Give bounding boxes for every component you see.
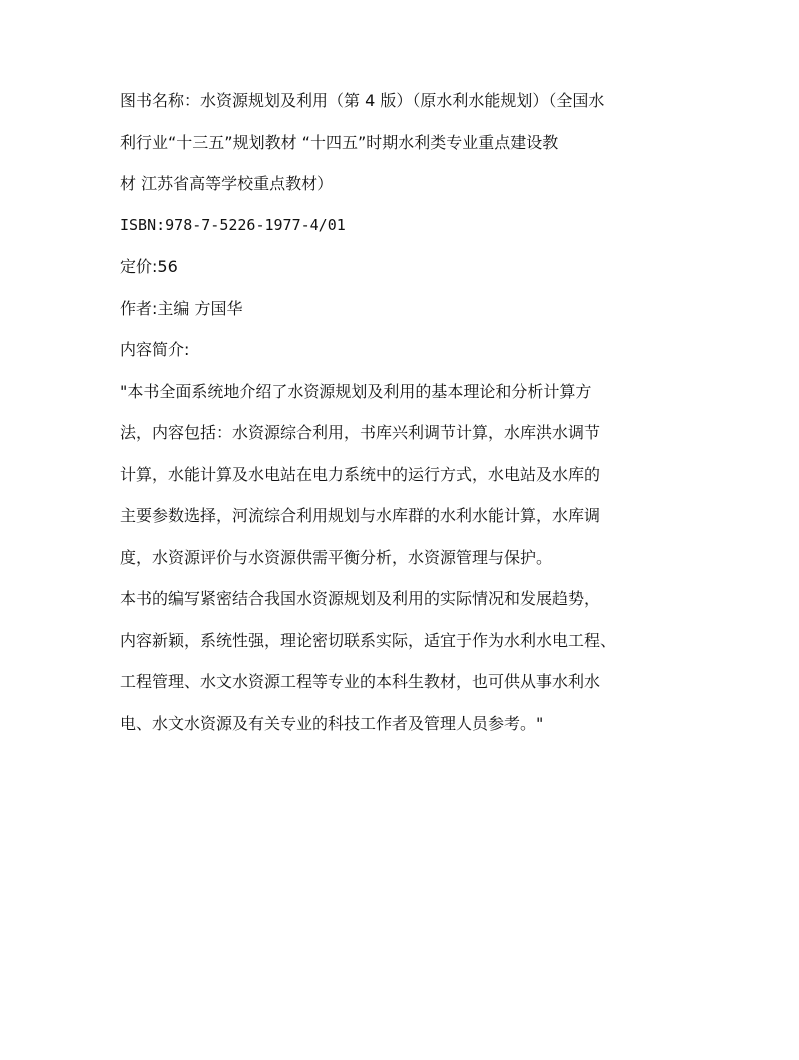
book-title-line-1: 图书名称：水资源规划及利用（第 4 版）（原水利水能规划）（全国水: [120, 91, 605, 110]
summary-line-5: 度，水资源评价与水资源供需平衡分析，水资源管理与保护。: [120, 547, 553, 567]
summary-line-2: 法，内容包括：水资源综合利用，书库兴利调节计算，水库洪水调节: [120, 423, 601, 442]
book-title-line-3: 材 江苏省高等学校重点教材）: [120, 174, 334, 193]
isbn: ISBN:978-7-5226-1977-4/01: [120, 215, 346, 234]
book-title-line-2: 利行业“十三五”规划教材 “十四五”时期水利类专业重点建设教: [120, 132, 559, 152]
summary-line-3: 计算，水能计算及水电站在电力系统中的运行方式，水电站及水库的: [120, 464, 601, 484]
summary-heading: 内容简介:: [120, 340, 190, 359]
summary-line-9: 电、水文水资源及有关专业的科技工作者及管理人员参考。": [120, 713, 544, 733]
summary-line-7: 内容新颖，系统性强，理论密切联系实际，适宜于作为水利水电工程、: [120, 630, 617, 650]
document-page: [120, 80, 690, 744]
summary-line-8: 工程管理、水文水资源工程等专业的本科生教材，也可供从事水利水: [120, 672, 601, 691]
author: 作者:主编 方国华: [120, 298, 243, 318]
price: 定价:56: [120, 257, 178, 276]
summary-line-1: "本书全面系统地介绍了水资源规划及利用的基本理论和分析计算方: [120, 381, 592, 401]
summary-line-6: 本书的编写紧密结合我国水资源规划及利用的实际情况和发展趋势，: [120, 589, 601, 608]
summary-line-4: 主要参数选择，河流综合利用规划与水库群的水利水能计算，水库调: [120, 506, 601, 525]
